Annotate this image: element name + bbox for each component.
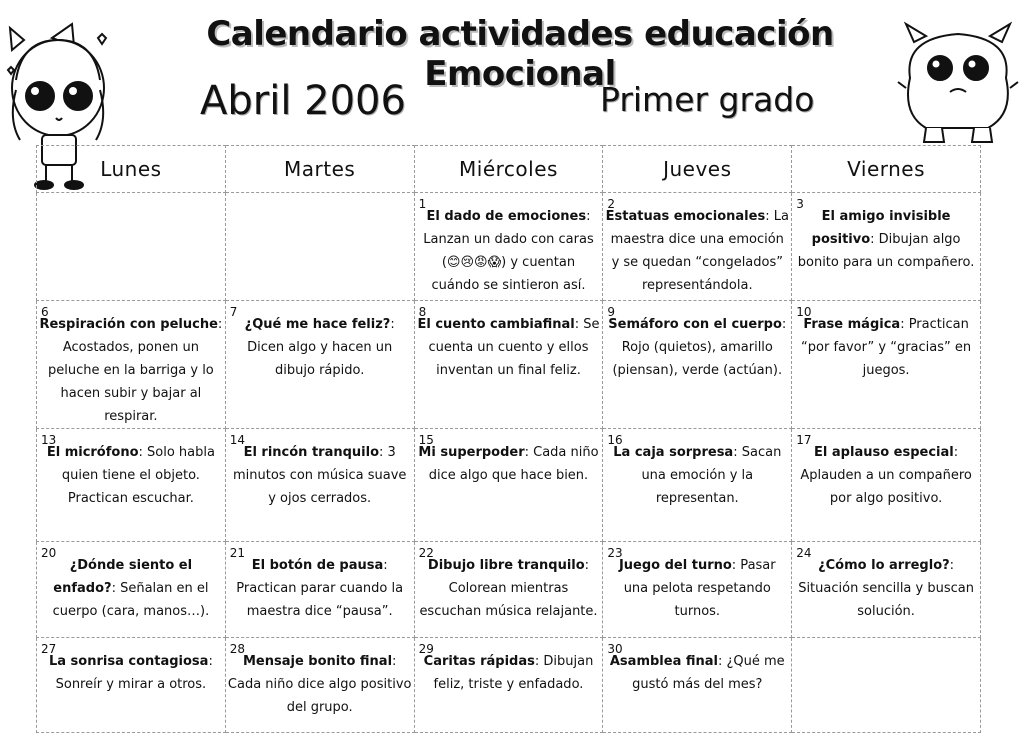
day-number: 27 [41,642,57,656]
day-cell [37,193,226,301]
day-number: 8 [418,305,427,319]
activity-name: El dado de emociones [426,209,587,224]
activity-text: : Sonreír y mirar a otros. [55,654,213,692]
activity-name: Asamblea final [609,654,718,669]
activity-name: Mi superpoder [418,445,525,460]
activity-name: Mensaje bonito final [242,654,393,669]
activity-name: Frase mágica [803,317,901,332]
day-number: 30 [607,642,623,656]
activity-name: El aplauso especial [814,445,954,460]
day-number: 24 [796,546,812,560]
day-cell [603,542,792,638]
day-cell [414,542,603,638]
month-label: Abril 2006 [200,78,406,124]
day-number: 22 [418,546,434,560]
activity-text: : Dibujan feliz, triste y enfadado. [433,654,594,692]
page-title: Calendario actividades educación Emocional [206,14,834,94]
weekday-header-row [37,146,981,193]
activity-name: Estatuas emocionales [605,209,766,224]
week-row [37,638,981,733]
activity-text: : 3 minutos con música suave y ojos cerrados. [233,445,407,506]
calendar-table [36,145,981,733]
activity-name: El micrófono [46,445,139,460]
day-number: 21 [229,546,246,560]
day-cell [603,429,792,542]
day-number: 15 [418,433,434,447]
day-number: 17 [796,433,812,447]
activity-text: : Rojo (quietos), amarillo (piensan), verde (actúan). [612,317,787,378]
day-number: 13 [41,433,57,447]
fluffy-monster-illustration [896,18,1020,146]
day-number: 28 [229,642,246,656]
weekday-header: Martes [225,146,414,193]
activity-text: : Dibujan algo bonito para un compañero. [797,232,975,270]
activity-text: : Sacan una emoción y la representan. [641,445,782,506]
activity-name: El rincón tranquilo [243,445,380,460]
week-row [37,301,981,429]
day-number: 23 [607,546,623,560]
day-cell [414,429,603,542]
day-number: 9 [607,305,616,319]
activity-name: El botón de pausa [251,558,384,573]
activity-text: : Colorean mientras escuchan música relajante. [419,558,598,619]
day-cell [37,542,226,638]
activity-name: El cuento cambiafinal [417,317,575,332]
activity-name: Respiración con peluche [39,317,218,332]
day-number: 10 [796,305,812,319]
day-number: 14 [229,433,246,447]
day-cell [603,301,792,429]
day-cell [792,193,981,301]
week-row [37,429,981,542]
day-cell [225,429,414,542]
day-number: 16 [607,433,623,447]
day-cell [37,638,226,733]
weekday-header: Miércoles [414,146,603,193]
weekday-header: Lunes [37,146,226,193]
activity-name: ¿Qué me hace feliz? [244,317,391,332]
day-cell [792,542,981,638]
activity-text: : Solo habla quien tiene el objeto. Practican escuchar. [61,445,215,506]
activity-text: : La maestra dice una emoción y se quedan “congelados” representándola. [610,209,789,293]
day-number: 3 [796,197,804,211]
activity-name: ¿Cómo lo arreglo? [818,558,950,573]
weekday-header: Viernes [792,146,981,193]
activity-text: : Acostados, ponen un peluche en la barriga y lo hacen subir y bajar al respirar. [48,317,223,424]
day-number: 20 [41,546,57,560]
week-row [37,542,981,638]
day-number: 29 [418,642,434,656]
activity-text: : Cada niño dice algo positivo del grupo. [227,654,412,715]
activity-text: : Practican “por favor” y “gracias” en juegos. [801,317,972,378]
activity-text: : Aplauden a un compañero por algo positivo. [800,445,972,506]
day-cell [792,301,981,429]
day-cell [414,193,603,301]
grade-label: Primer grado [600,80,815,119]
day-cell [225,301,414,429]
activity-name: La caja sorpresa [613,445,734,460]
activity-text: : Pasar una pelota respetando turnos. [623,558,776,619]
activity-name: Caritas rápidas [423,654,535,669]
activity-text: : Dicen algo y hacen un dibujo rápido. [247,317,395,378]
day-cell [414,301,603,429]
day-cell [603,638,792,733]
day-number: 6 [41,305,49,319]
day-cell [792,429,981,542]
weekday-header: Jueves [603,146,792,193]
activity-name: El amigo invisible positivo [811,209,951,247]
day-cell [37,301,226,429]
day-cell [792,638,981,733]
day-cell [414,638,603,733]
day-cell [603,193,792,301]
activity-text: : Situación sencilla y buscan solución. [798,558,974,619]
week-row [37,193,981,301]
day-number: 1 [418,197,427,211]
day-cell [225,638,414,733]
activity-name: ¿Dónde siento el enfado? [53,558,193,596]
activity-text: : Señalan en el cuerpo (cara, manos…). [52,581,210,619]
activity-text: : Practican parar cuando la maestra dice “pausa”. [236,558,404,619]
day-number: 2 [607,197,616,211]
activity-text: : Cada niño dice algo que hace bien. [428,445,599,483]
activity-text: : Lanzan un dado con caras (😊😢😡😱) y cuentan cuándo se sintieron así. [423,209,594,293]
day-cell [225,542,414,638]
day-cell [37,429,226,542]
activity-name: Dibujo libre tranquilo [427,558,585,573]
day-number: 7 [229,305,238,319]
activity-text: : ¿Qué me gustó más del mes? [632,654,785,692]
activity-text: : Se cuenta un cuento y ellos inventan un final feliz. [428,317,600,378]
day-cell [225,193,414,301]
activity-name: Juego del turno [618,558,732,573]
activity-name: Semáforo con el cuerpo [608,317,782,332]
activity-name: La sonrisa contagiosa [48,654,209,669]
